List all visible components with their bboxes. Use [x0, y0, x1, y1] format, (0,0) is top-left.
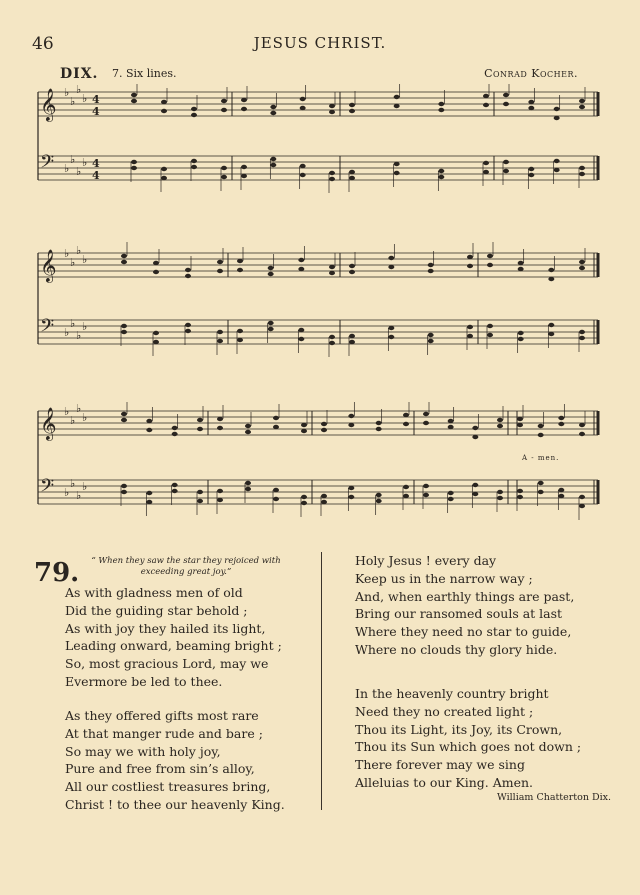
notehead — [301, 423, 307, 427]
notehead — [329, 271, 335, 275]
verse-line: At that manger rude and bare ; — [65, 725, 263, 741]
verse-line: So may we with holy joy, — [65, 743, 221, 759]
notehead — [191, 107, 197, 111]
notehead — [221, 175, 227, 179]
flat-icon: ♭ — [64, 405, 70, 418]
notehead — [237, 268, 243, 272]
notehead — [161, 167, 167, 171]
flat-icon: ♭ — [76, 489, 82, 502]
notehead — [528, 106, 534, 110]
notehead — [300, 164, 306, 168]
notehead — [329, 171, 335, 175]
notehead — [548, 277, 554, 281]
notehead — [517, 423, 523, 427]
flat-icon: ♭ — [64, 247, 70, 260]
notehead — [217, 489, 223, 493]
notehead — [503, 102, 509, 106]
notehead — [329, 177, 335, 181]
notehead — [121, 254, 127, 258]
treble-clef: 𝄞 — [40, 407, 57, 440]
flat-icon: ♭ — [64, 86, 70, 99]
notehead — [121, 330, 127, 334]
notehead — [131, 166, 137, 170]
notehead — [428, 333, 434, 337]
notehead — [172, 489, 178, 493]
notehead — [172, 426, 178, 430]
notehead — [579, 504, 585, 508]
notehead — [579, 330, 585, 334]
notehead — [273, 497, 279, 501]
notehead — [517, 495, 523, 499]
flat-icon: ♭ — [82, 92, 88, 105]
notehead — [503, 93, 509, 97]
notehead — [161, 176, 167, 180]
notehead — [579, 105, 585, 109]
notehead — [185, 323, 191, 327]
notehead — [298, 267, 304, 271]
notehead — [558, 416, 564, 420]
notehead — [472, 492, 478, 496]
verse-line: As they offered gifts most rare — [65, 708, 259, 723]
notehead — [423, 484, 429, 488]
notehead — [528, 167, 534, 171]
notehead — [423, 421, 429, 425]
notehead — [349, 270, 355, 274]
notehead — [172, 432, 178, 436]
verse-line: Pure and free from sin’s alloy, — [65, 761, 255, 777]
notehead — [273, 425, 279, 429]
notehead — [298, 328, 304, 332]
notehead — [300, 106, 306, 110]
notehead — [268, 266, 274, 270]
treble-clef: 𝄞 — [40, 88, 57, 121]
flat-icon: ♭ — [82, 480, 88, 493]
notehead — [348, 414, 354, 418]
notehead — [300, 173, 306, 177]
notehead — [217, 426, 223, 430]
notehead — [518, 331, 524, 335]
flat-icon: ♭ — [70, 153, 76, 166]
notehead — [161, 100, 167, 104]
notehead — [388, 335, 394, 339]
music-system-2 — [30, 235, 610, 358]
notehead — [348, 423, 354, 427]
epigraph-line: “ When they saw the star they rejoiced with — [91, 556, 281, 566]
verse-line: Did the guiding star behold ; — [65, 602, 248, 618]
notehead — [558, 422, 564, 426]
music-system-1 — [30, 84, 610, 200]
notehead — [185, 274, 191, 278]
notehead — [273, 488, 279, 492]
notehead — [329, 341, 335, 345]
flat-icon: ♭ — [76, 84, 82, 96]
verse-line: Where they need no star to guide, — [355, 624, 572, 640]
notehead — [349, 109, 355, 113]
notehead — [448, 425, 454, 429]
verse-line: Bring our ransomed souls at last — [355, 606, 563, 622]
notehead — [467, 255, 473, 259]
notehead — [497, 496, 503, 500]
notehead — [348, 495, 354, 499]
verse-line: Alleluias to our King. Amen. — [355, 774, 533, 790]
notehead — [197, 418, 203, 422]
notehead — [197, 490, 203, 494]
notehead — [121, 418, 127, 422]
notehead — [487, 324, 493, 328]
notehead — [221, 108, 227, 112]
notehead — [121, 484, 127, 488]
notehead — [438, 108, 444, 112]
notehead — [448, 497, 454, 501]
flat-icon: ♭ — [70, 414, 76, 427]
notehead — [237, 338, 243, 342]
notehead — [579, 166, 585, 170]
notehead — [467, 334, 473, 338]
notehead — [579, 336, 585, 340]
time-signature-top: 4 — [92, 93, 100, 106]
notehead — [348, 486, 354, 490]
notehead — [388, 326, 394, 330]
tune-name: DIX. — [60, 66, 99, 82]
flat-icon: ♭ — [70, 477, 76, 490]
notehead — [241, 98, 247, 102]
flat-icon: ♭ — [82, 411, 88, 424]
notehead — [268, 321, 274, 325]
notehead — [376, 427, 382, 431]
notehead — [241, 107, 247, 111]
notehead — [131, 93, 137, 97]
notehead — [185, 268, 191, 272]
notehead — [131, 160, 137, 164]
amen-lyric: A - men. — [522, 454, 560, 462]
verse-line: As with joy they hailed its light, — [65, 620, 266, 636]
notehead — [349, 340, 355, 344]
notehead — [483, 94, 489, 98]
notehead — [448, 419, 454, 423]
notehead — [403, 413, 409, 417]
notehead — [483, 103, 489, 107]
notehead — [191, 159, 197, 163]
verse-line: Keep us in the narrow way ; — [355, 570, 533, 586]
notehead — [270, 111, 276, 115]
notehead — [503, 169, 509, 173]
notehead — [518, 267, 524, 271]
notehead — [172, 483, 178, 487]
flat-icon: ♭ — [82, 253, 88, 266]
notehead — [241, 165, 247, 169]
notehead — [349, 176, 355, 180]
notehead — [517, 417, 523, 421]
running-head: JESUS CHRIST. — [253, 34, 387, 52]
notehead — [321, 428, 327, 432]
notehead — [394, 104, 400, 108]
verse-line: There forever may we sing — [355, 757, 525, 773]
notehead — [558, 494, 564, 498]
notehead — [548, 323, 554, 327]
notehead — [191, 113, 197, 117]
notehead — [472, 435, 478, 439]
notehead — [376, 421, 382, 425]
notehead — [245, 430, 251, 434]
notehead — [153, 331, 159, 335]
verse-line: Christ ! to thee our heavenly King. — [65, 796, 285, 812]
notehead — [579, 266, 585, 270]
notehead — [579, 99, 585, 103]
notehead — [268, 272, 274, 276]
notehead — [518, 337, 524, 341]
notehead — [487, 263, 493, 267]
treble-clef: 𝄞 — [40, 249, 57, 282]
verse-1 — [65, 584, 282, 691]
notehead — [428, 269, 434, 273]
verse-line: Need they no created light ; — [355, 703, 534, 719]
notehead — [554, 159, 560, 163]
verse-line: As with gladness men of old — [65, 585, 243, 600]
notehead — [554, 168, 560, 172]
flat-icon: ♭ — [76, 402, 82, 415]
notehead — [153, 261, 159, 265]
hymn-author: William Chatterton Dix. — [497, 792, 611, 803]
verse-line: Thou its Light, its Joy, its Crown, — [355, 721, 563, 737]
notehead — [554, 116, 560, 120]
notehead — [438, 102, 444, 106]
notehead — [321, 494, 327, 498]
notehead — [423, 412, 429, 416]
notehead — [298, 337, 304, 341]
notehead — [538, 490, 544, 494]
verse-4 — [355, 685, 581, 792]
notehead — [538, 424, 544, 428]
notehead — [241, 174, 247, 178]
notehead — [270, 163, 276, 167]
notehead — [487, 254, 493, 258]
notehead — [448, 491, 454, 495]
verse-line: In the heavenly country bright — [355, 686, 549, 701]
epigraph — [86, 556, 286, 578]
notehead — [221, 166, 227, 170]
column-divider — [321, 552, 322, 810]
music-system-3 — [30, 402, 610, 528]
notehead — [245, 424, 251, 428]
notehead — [298, 258, 304, 262]
notehead — [349, 334, 355, 338]
flat-icon: ♭ — [76, 244, 82, 257]
notehead — [221, 99, 227, 103]
notehead — [579, 423, 585, 427]
verse-line: So, most gracious Lord, may we — [65, 656, 269, 672]
notehead — [428, 263, 434, 267]
notehead — [191, 165, 197, 169]
notehead — [394, 95, 400, 99]
notehead — [403, 485, 409, 489]
notehead — [237, 329, 243, 333]
notehead — [472, 426, 478, 430]
notehead — [301, 501, 307, 505]
flat-icon: ♭ — [76, 165, 82, 178]
notehead — [467, 264, 473, 268]
notehead — [528, 100, 534, 104]
notehead — [270, 105, 276, 109]
flat-icon: ♭ — [70, 95, 76, 108]
epigraph-line: exceeding great joy.” — [140, 567, 232, 577]
notehead — [146, 419, 152, 423]
notehead — [467, 325, 473, 329]
time-signature-top: 4 — [92, 157, 100, 170]
bass-clef: 𝄢 — [40, 476, 55, 501]
notehead — [579, 495, 585, 499]
notehead — [438, 169, 444, 173]
page-number: 46 — [32, 34, 54, 54]
notehead — [217, 339, 223, 343]
flat-icon: ♭ — [64, 486, 70, 499]
notehead — [579, 432, 585, 436]
notehead — [388, 265, 394, 269]
verse-3 — [355, 552, 574, 659]
notehead — [497, 424, 503, 428]
notehead — [121, 412, 127, 416]
notehead — [329, 110, 335, 114]
notehead — [146, 491, 152, 495]
notehead — [197, 499, 203, 503]
notehead — [538, 481, 544, 485]
notehead — [121, 260, 127, 264]
notehead — [394, 162, 400, 166]
verse-line: Holy Jesus ! every day — [355, 553, 497, 568]
notehead — [321, 422, 327, 426]
verse-line: Evermore be led to thee. — [65, 673, 223, 689]
notehead — [548, 268, 554, 272]
notehead — [301, 495, 307, 499]
notehead — [503, 160, 509, 164]
notehead — [558, 488, 564, 492]
notehead — [153, 340, 159, 344]
notehead — [217, 330, 223, 334]
notehead — [438, 175, 444, 179]
notehead — [161, 109, 167, 113]
notehead — [487, 333, 493, 337]
notehead — [528, 173, 534, 177]
notehead — [497, 418, 503, 422]
flat-icon: ♭ — [82, 320, 88, 333]
flat-icon: ♭ — [76, 329, 82, 342]
flat-icon: ♭ — [70, 256, 76, 269]
composer: Conrad Kocher. — [484, 67, 578, 80]
verse-line: All our costliest treasures bring, — [65, 779, 271, 795]
notehead — [497, 490, 503, 494]
notehead — [554, 107, 560, 111]
notehead — [217, 498, 223, 502]
notehead — [388, 256, 394, 260]
flat-icon: ♭ — [64, 326, 70, 339]
notehead — [153, 270, 159, 274]
notehead — [349, 264, 355, 268]
notehead — [217, 417, 223, 421]
notehead — [472, 483, 478, 487]
notehead — [273, 416, 279, 420]
verse-2 — [65, 707, 285, 814]
notehead — [329, 265, 335, 269]
notehead — [403, 494, 409, 498]
notehead — [428, 339, 434, 343]
notehead — [300, 97, 306, 101]
notehead — [268, 327, 274, 331]
verse-line: Leading onward, beaming bright ; — [65, 638, 282, 654]
notehead — [270, 157, 276, 161]
verse-line: Thou its Sun which goes not down ; — [355, 739, 582, 755]
notehead — [131, 99, 137, 103]
notehead — [349, 170, 355, 174]
notehead — [197, 427, 203, 431]
notehead — [237, 259, 243, 263]
verse-line: Where no clouds thy glory hide. — [355, 641, 558, 657]
notehead — [548, 332, 554, 336]
notehead — [146, 500, 152, 504]
notehead — [349, 103, 355, 107]
notehead — [121, 324, 127, 328]
notehead — [301, 429, 307, 433]
notehead — [376, 493, 382, 497]
notehead — [579, 172, 585, 176]
notehead — [403, 422, 409, 426]
notehead — [579, 260, 585, 264]
bass-clef: 𝄢 — [40, 152, 55, 177]
notehead — [121, 490, 127, 494]
flat-icon: ♭ — [64, 162, 70, 175]
notehead — [321, 500, 327, 504]
notehead — [329, 335, 335, 339]
notehead — [483, 170, 489, 174]
notehead — [217, 269, 223, 273]
notehead — [518, 261, 524, 265]
hymn-number: 79. — [34, 558, 80, 588]
tune-meter: 7. Six lines. — [112, 67, 177, 80]
notehead — [146, 428, 152, 432]
notehead — [517, 489, 523, 493]
notehead — [185, 329, 191, 333]
time-signature-bottom: 4 — [92, 169, 100, 182]
notehead — [423, 493, 429, 497]
time-signature-bottom: 4 — [92, 105, 100, 118]
notehead — [483, 161, 489, 165]
notehead — [217, 260, 223, 264]
notehead — [376, 499, 382, 503]
notehead — [329, 104, 335, 108]
notehead — [245, 481, 251, 485]
verse-line: And, when earthly things are past, — [355, 588, 575, 604]
flat-icon: ♭ — [82, 156, 88, 169]
bass-clef: 𝄢 — [40, 316, 55, 341]
notehead — [394, 171, 400, 175]
notehead — [245, 487, 251, 491]
notehead — [538, 433, 544, 437]
flat-icon: ♭ — [70, 317, 76, 330]
